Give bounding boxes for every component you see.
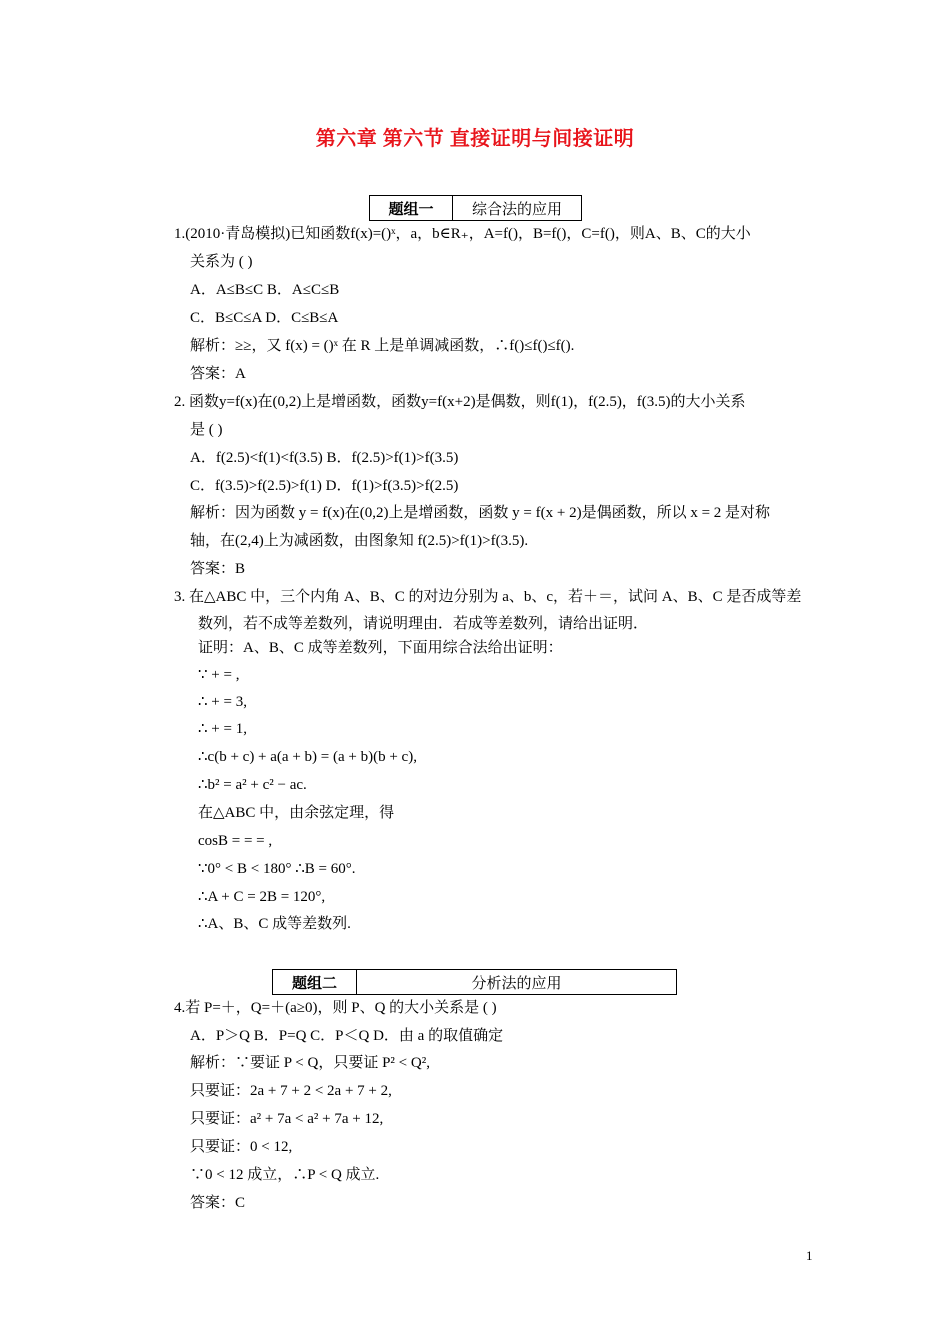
group-name: 题组一	[370, 196, 453, 220]
text-line: 轴，在(2,4)上为减函数，由图象知 f(2.5)>f(1)>f(3.5).	[190, 533, 529, 549]
group-title: 综合法的应用	[471, 201, 562, 218]
text-line: 关系为 ( )	[190, 254, 253, 270]
text-line: 是 ( )	[190, 422, 223, 438]
answer-line: 答案：B	[190, 561, 246, 577]
text-line: A．f(2.5)<f(1)<f(3.5) B．f(2.5)>f(1)>f(3.5)	[190, 450, 459, 466]
text-line: ∵0 < 12 成立，∴P < Q 成立.	[190, 1167, 380, 1183]
text-line: A．A≤B≤C B．A≤C≤B	[190, 282, 340, 298]
text-line: ∵ + = ,	[198, 667, 240, 683]
group-box-1	[369, 195, 582, 221]
text-line: 证明：A、B、C 成等差数列，下面用综合法给出证明：	[198, 640, 563, 656]
text-line: 数列，若不成等差数列，请说明理由．若成等差数列，请给出证明．	[198, 616, 649, 632]
text-line: C．f(3.5)>f(2.5)>f(1) D．f(1)>f(3.5)>f(2.5)	[190, 478, 459, 494]
group-title: 分析法的应用	[471, 975, 562, 992]
text-line: 解析：因为函数 y = f(x)在(0,2)上是增函数，函数 y = f(x + 2)是偶函数，所以 x = 2 是对称	[190, 505, 771, 521]
page-title: 第六章 第六节 直接证明与间接证明	[315, 128, 635, 150]
answer-line: 答案：C	[190, 1195, 246, 1211]
text-line: A．P＞Q B．P=Q C．P＜Q D．由 a 的取值确定	[190, 1028, 504, 1044]
text-line: 在△ABC 中，由余弦定理，得	[198, 805, 395, 821]
page-number: 1	[806, 1248, 813, 1263]
text-line: 1.(2010·青岛模拟)已知函数f(x)=()ˣ，a，b∈R₊，A=f()，B=f()，C=f()，则A、B、C的大小	[174, 226, 751, 242]
text-line: 解析：≥≥，又 f(x) = ()ˣ 在 R 上是单调减函数，∴f()≤f()≤f().	[190, 338, 575, 354]
text-line: ∴A + C = 2B = 120°,	[198, 889, 326, 905]
text-line: ∴A、B、C 成等差数列.	[198, 916, 351, 932]
answer-line: 答案：A	[190, 366, 246, 382]
text-line: 只要证：0 < 12,	[190, 1139, 293, 1155]
text-line: ∴ + = 1,	[198, 721, 247, 737]
text-line: C．B≤C≤A D．C≤B≤A	[190, 310, 339, 326]
group-name: 题组二	[273, 970, 357, 994]
text-line: ∴c(b + c) + a(a + b) = (a + b)(b + c),	[198, 749, 417, 765]
text-line: cosB = = = ,	[198, 833, 273, 849]
text-line: 解析：∵要证 P < Q，只要证 P² < Q²,	[190, 1055, 430, 1071]
text-line: 2. 函数y=f(x)在(0,2)上是增函数，函数y=f(x+2)是偶数，则f(1)，f(2.5)，f(3.5)的大小关系	[174, 394, 746, 410]
text-line: 只要证：a² + 7a < a² + 7a + 12,	[190, 1111, 384, 1127]
text-line: 3. 在△ABC 中，三个内角 A、B、C 的对边分别为 a、b、c，若＋＝，试问 A、B、C 是否成等差	[174, 589, 802, 605]
text-line: ∴ + = 3,	[198, 694, 247, 710]
text-line: ∵0° < B < 180° ∴B = 60°.	[198, 861, 356, 877]
group-box-2	[272, 969, 677, 995]
text-line: ∴b² = a² + c² − ac.	[198, 777, 307, 793]
text-line: 只要证：2a + 7 + 2 < 2a + 7 + 2,	[190, 1083, 392, 1099]
text-line: 4.若 P=＋，Q=＋(a≥0)，则 P、Q 的大小关系是 ( )	[174, 1000, 497, 1016]
